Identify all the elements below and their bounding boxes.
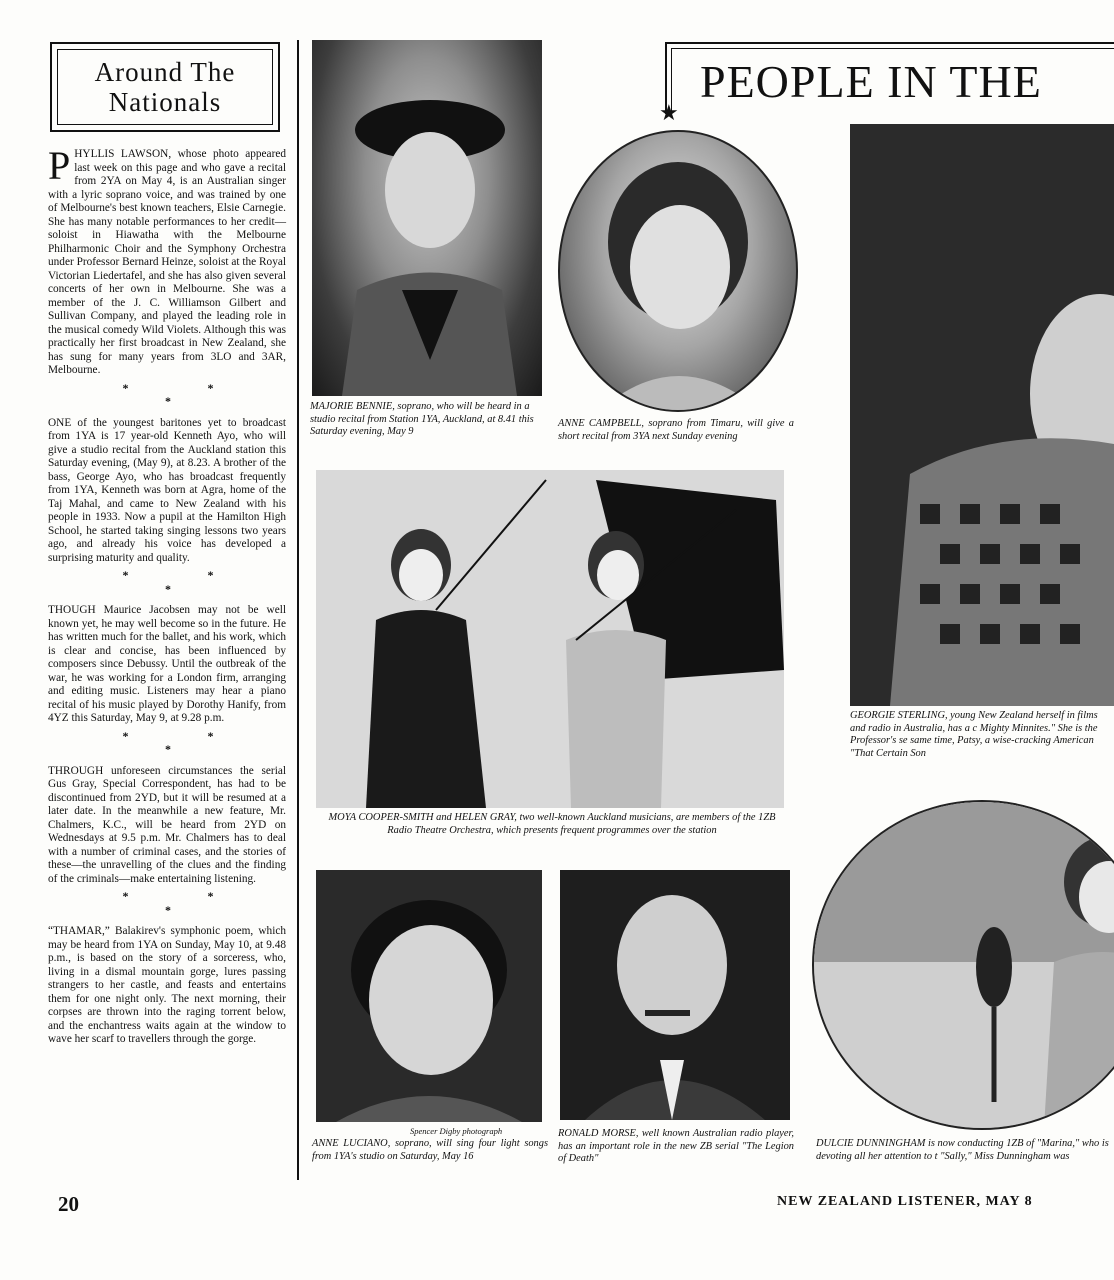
photo-cooper-smith-gray — [316, 470, 784, 808]
page-title: PEOPLE IN THE — [700, 56, 1042, 107]
column-title: Around The Nationals — [94, 57, 236, 117]
drop-cap: P — [48, 143, 71, 188]
caption-dunningham: DULCIE DUNNINGHAM is now conducting 1ZB of "Marina," who is devoting all her attention to t "Sally," Miss Dunningham was — [816, 1138, 1109, 1162]
article-paragraph: THOUGH Maurice Jacobsen may not be well known yet, he may well become so in the future. He has written much for the ballet, and his work, which is clear and concise, has been influenced by composers since Debussy. Until the outbreak of the war, he was working for a London firm, arranging and editing music. Listeners may hear a piano recital of his music played by Dorothy Hanify, from 4YZ this Saturday, May 9, at 9.28 p.m. — [48, 604, 286, 724]
violinists-photo-icon — [316, 470, 784, 808]
portrait-silhouette-icon — [312, 40, 542, 396]
article-paragraph: “THAMAR,” Balakirev's symphonic poem, which may be heard from 1YA on Sunday, May 10, at 9.48 p.m., is based on the story of a sorceress, who, living in a dismal mountain gorge, lures passing strangers to her castle, and feasts and entertains them for one night only. The next morning, their corpses are thrown into the raging torrent below, and the enchantress waits again at the window to wave her scarf to travellers through the gorge. — [48, 925, 286, 1045]
photo-majorie-bennie — [312, 40, 542, 396]
caption-morse: RONALD MORSE, well known Australian radio player, has an important role in the new ZB serial "The Legion of Death" — [558, 1128, 794, 1164]
separator: * * * — [122, 889, 252, 917]
portrait-silhouette-icon — [850, 124, 1114, 706]
column-title-box — [50, 42, 280, 132]
caption-cooper-gray: MOYA COOPER-SMITH and HELEN GRAY, two well-known Auckland musicians, are members of the 1ZB Radio Theatre Orchestra, which presents frequent programmes over the station — [328, 812, 776, 836]
page-number: 20 — [58, 1192, 79, 1216]
photo-credit: Spencer Digby photograph — [410, 1126, 503, 1136]
column-rule — [297, 40, 299, 1180]
separator: * * * — [122, 728, 252, 756]
publication-line: NEW ZEALAND LISTENER, MAY 8 — [777, 1194, 1033, 1209]
article-paragraph: ONE of the youngest baritones yet to broadcast from 1YA is 17 year-old Kenneth Ayo, who will give a studio recital from the Auckland station this Saturday evening, (May 9), at 8.23. A brother of the bass, George Ayo, who has broadcast frequently from 1YA, Kenneth was born at Agra, home of the Taj Mahal, and came to New Zealand with his people in 1933. Now a pupil at the Hamilton High School, he started taking singing lessons two years ago, and already his voice has developed a surprising maturity and quality. — [48, 416, 286, 564]
separator: * * * — [122, 568, 252, 596]
portrait-silhouette-icon — [316, 870, 542, 1122]
separator: * * * — [122, 380, 252, 408]
photo-dulcie-dunningham — [812, 800, 1114, 1130]
star-icon: ★ — [659, 100, 679, 125]
caption-sterling: GEORGIE STERLING, young New Zealand herself in films and radio in Australia, has a c Mighty Minnites." She is the Professor's se same time, Patsy, a wise-cracking American "That Certain Son — [850, 710, 1098, 759]
portrait-silhouette-icon — [560, 132, 796, 410]
article-column — [48, 143, 286, 1047]
article-paragraph: THROUGH unforeseen circumstances the serial Gus Gray, Special Correspondent, has had to be discontinued from 2YD, but it will be resumed at a later date. In the meanwhile a new feature, Mr. Chalmers, K.C., will be heard from 2YD on Wednesdays at 9.5 p.m. Mr. Chalmers has to deal with a number of criminal cases, and the stories of these—the unravelling of the clues and the finding of the criminals—make entertaining listening. — [48, 764, 286, 885]
article-paragraph: PHYLLIS LAWSON, whose photo appeared last week on this page and who gave a recital from 2YA on May 4, is an Australian singer with a lyric soprano voice, and was trained by one of Melbourne's best known teachers, Elsie Carnegie. She has many notable performances to her credit—soloist in Hiawatha with the Melbourne Philharmonic Choir and the Symphony Orchestra under Professor Bernard Heinze, soloist at the Royal Victorian Liedertafel, and she has also given several concerts of her own in Melbourne. She was a member of the J. C. Williamson Gilbert and Sullivan Company, and played the leading role in the musical comedy Wild Violets. Although this was practically her first broadcast in New Zealand, she has sung for many years from 3LO and 3AR, Melbourne. — [48, 143, 286, 376]
caption-luciano: ANNE LUCIANO, soprano, will sing four light songs from 1YA's studio on Saturday, May 16 — [312, 1138, 548, 1162]
photo-georgie-sterling — [850, 124, 1114, 706]
photo-anne-campbell — [558, 130, 798, 412]
caption-campbell: ANNE CAMPBELL, soprano from Timaru, will give a short recital from 3YA next Sunday evening — [558, 418, 794, 442]
studio-microphone-photo-icon — [814, 802, 1114, 1128]
caption-bennie: MAJORIE BENNIE, soprano, who will be heard in a studio recital from Station 1YA, Auckland, at 8.41 this Saturday evening, May 9 — [310, 401, 534, 437]
photo-anne-luciano — [316, 870, 542, 1122]
photo-ronald-morse — [560, 870, 790, 1120]
portrait-silhouette-icon — [560, 870, 790, 1120]
